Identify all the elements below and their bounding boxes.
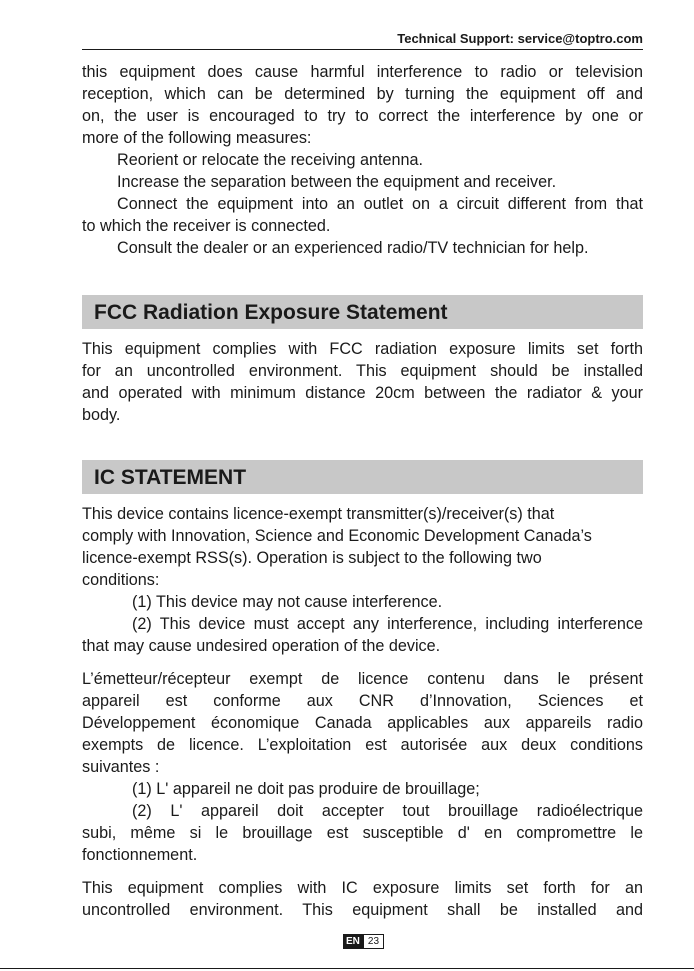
language-tag: EN bbox=[343, 934, 363, 949]
measure-item: Reorient or relocate the receiving antenna. bbox=[117, 151, 423, 169]
ic-exposure-paragraph bbox=[82, 877, 643, 921]
intro-line: reception, which can be determined by turning the equipment off and bbox=[82, 85, 643, 103]
ic-section-heading: IC STATEMENT bbox=[82, 460, 643, 494]
page-body bbox=[82, 61, 643, 921]
ic-french-condition: (1) L' appareil ne doit pas produire de brouillage; bbox=[132, 780, 480, 798]
fcc-section-heading: FCC Radiation Exposure Statement bbox=[82, 295, 643, 329]
fcc-line: for an uncontrolled environment. This equipment should be installed bbox=[82, 362, 643, 380]
ic-line: comply with Innovation, Science and Economic Development Canada’s bbox=[82, 527, 592, 545]
ic-french-line: appareil est conforme aux CNR d’Innovation, Sciences et bbox=[82, 692, 643, 710]
page-number-badge bbox=[343, 934, 384, 949]
intro-line: more of the following measures: bbox=[82, 129, 312, 147]
ic-condition: (1) This device may not cause interference. bbox=[132, 593, 443, 611]
fcc-paragraph bbox=[82, 338, 643, 426]
ic-french-line: L’émetteur/récepteur exempt de licence contenu dans le présent bbox=[82, 670, 643, 688]
ic-french-condition: (2) L' appareil doit accepter tout brouillage radioélectrique bbox=[132, 802, 643, 820]
intro-line: this equipment does cause harmful interference to radio or television bbox=[82, 63, 643, 81]
ic-french-line: suivantes : bbox=[82, 758, 160, 776]
ic-french-paragraph bbox=[82, 668, 643, 866]
fcc-line: This equipment complies with FCC radiation exposure limits set forth bbox=[82, 340, 643, 358]
ic-french-condition-continuation: fonctionnement. bbox=[82, 846, 198, 864]
measure-item: Connect the equipment into an outlet on a circuit different from that bbox=[117, 195, 643, 213]
ic-line: licence-exempt RSS(s). Operation is subject to the following two bbox=[82, 549, 542, 567]
ic-condition: (2) This device must accept any interference, including interference bbox=[132, 615, 643, 633]
ic-exposure-line: uncontrolled environment. This equipment shall be installed and bbox=[82, 901, 643, 919]
ic-line: This device contains licence-exempt transmitter(s)/receiver(s) that bbox=[82, 505, 555, 523]
support-header: Technical Support: service@toptro.com bbox=[397, 31, 643, 46]
page-number: 23 bbox=[363, 934, 384, 949]
ic-french-line: exempts de licence. L’exploitation est autorisée aux deux conditions bbox=[82, 736, 643, 754]
bottom-divider bbox=[0, 968, 694, 969]
measure-item: Consult the dealer or an experienced radio/TV technician for help. bbox=[117, 239, 589, 257]
ic-french-condition-continuation: subi, même si le brouillage est susceptible d' en compromettre le bbox=[82, 824, 643, 842]
intro-paragraph bbox=[82, 61, 643, 259]
intro-line: on, the user is encouraged to try to correct the interference by one or bbox=[82, 107, 643, 125]
ic-english-paragraph bbox=[82, 503, 643, 657]
fcc-line: and operated with minimum distance 20cm between the radiator & your bbox=[82, 384, 643, 402]
measure-item: Increase the separation between the equipment and receiver. bbox=[117, 173, 557, 191]
ic-exposure-line: This equipment complies with IC exposure limits set forth for an bbox=[82, 879, 643, 897]
measure-item-continuation: to which the receiver is connected. bbox=[82, 217, 331, 235]
ic-french-line: Développement économique Canada applicables aux appareils radio bbox=[82, 714, 643, 732]
ic-condition-continuation: that may cause undesired operation of the device. bbox=[82, 637, 441, 655]
ic-line: conditions: bbox=[82, 571, 160, 589]
fcc-line: body. bbox=[82, 406, 121, 424]
header-divider bbox=[82, 49, 643, 50]
